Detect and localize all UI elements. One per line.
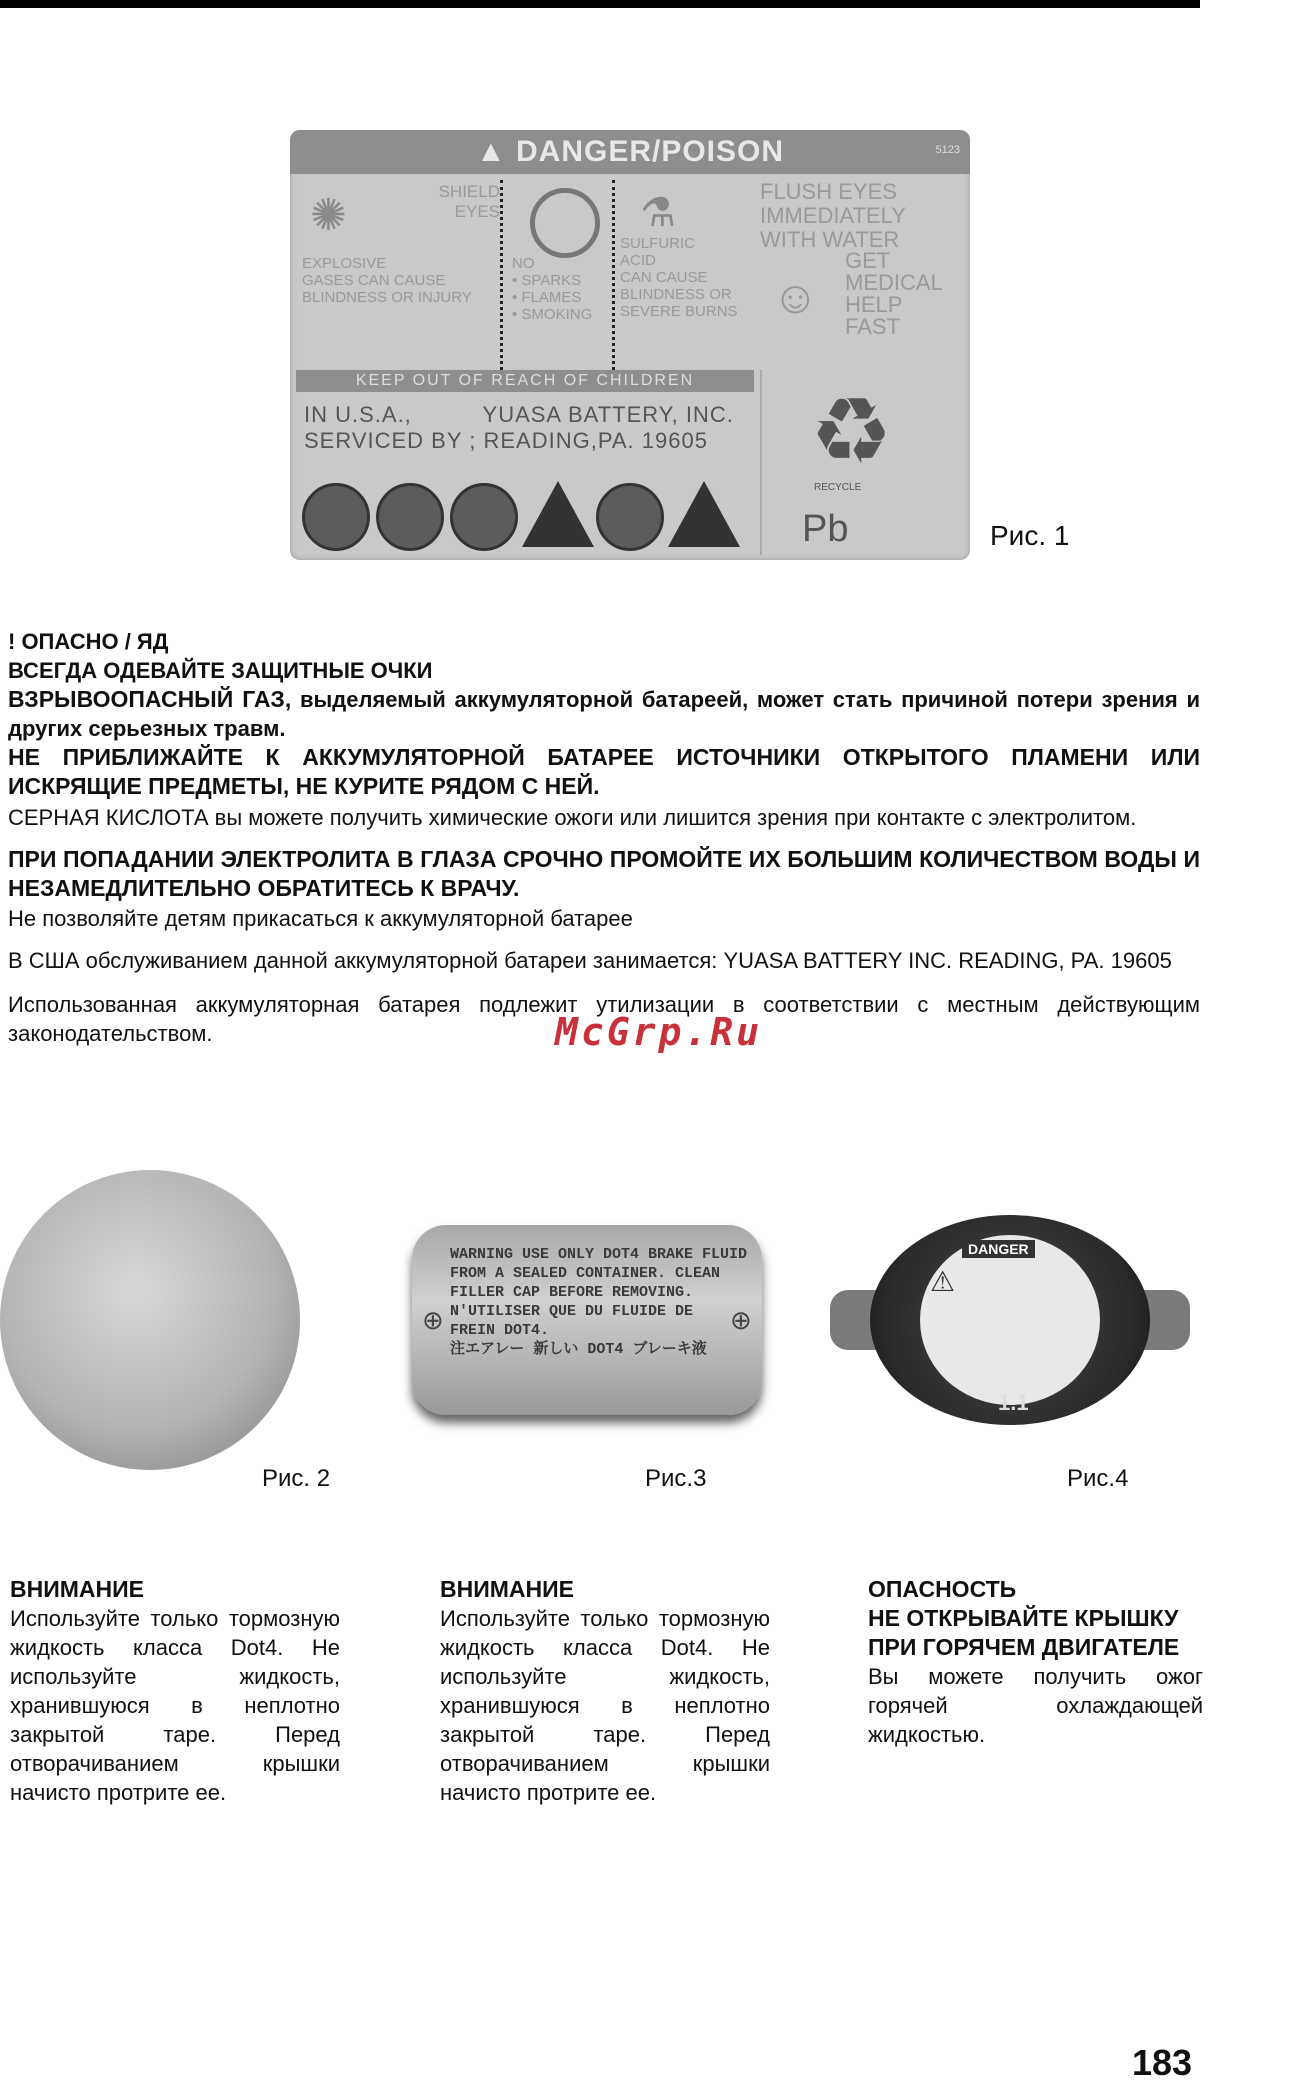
warning-explosive-gas [8,685,1200,743]
eye-wash-icon: ☺ [772,271,819,323]
battery-warning-label [290,130,970,560]
recycle-box [760,370,962,555]
fig1-caption: Рис. 1 [990,520,1070,551]
disposal-text: Использованная аккумуляторная батарея подлежит утилизации в соответствии с местным действующим законодательством. [8,992,1200,1046]
recycle-text: RECYCLE [814,482,862,493]
no-sparks-text: NO • SPARKS • FLAMES • SMOKING [512,255,593,323]
usa-service-text: В США обслуживанием данной аккумуляторной батареи занимается: YUASA BATTERY INC. READING, PA. 19605 [8,948,1172,973]
pictogram-row [296,475,754,555]
watermark: McGrp.Ru [555,1010,763,1054]
keep-out-banner: KEEP OUT OF REACH OF CHILDREN [296,370,754,392]
radiator-cap-photo [830,1215,1190,1425]
reservoir-cap-photo [0,1170,300,1470]
column-heading: ВНИМАНИЕ [10,1576,145,1602]
no-fire-icon [450,483,518,551]
cap-face [920,1235,1100,1405]
explosive-text: EXPLOSIVE GASES CAN CAUSE BLINDNESS OR INJURY [302,255,472,306]
brake-cap-text: WARNING USE ONLY DOT4 BRAKE FLUID FROM A SEALED CONTAINER. CLEAN FILLER CAP BEFORE REMOVING. N'UTILISER QUE DU FLUIDE DE FREIN DOT4. 注エアレー 新しい DOT4 ブレーキ液 [450,1246,748,1358]
label-title: ▲ DANGER/POISON [290,130,970,174]
label-code: 5123 [935,144,960,156]
warning-no-flames: НЕ ПРИБЛИЖАЙТЕ К АККУМУЛЯТОРНОЙ БАТАРЕЕ ИСТОЧНИКИ ОТКРЫТОГО ПЛАМЕНИ ИЛИ ИСКРЯЩИЕ ПРЕДМЕТЫ, НЕ КУРИТЕ РЯДОМ С НЕЙ. [8,744,1200,799]
column-body: Используйте только тормозную жидкость класса Dot4. Не используйте жидкость, хранившуюся в неплотно закрытой таре. Перед отворачиванием крышки начисто протрите ее. [10,1606,340,1805]
cap-danger-text: DANGER [962,1240,1035,1258]
corrosive-icon [522,481,594,547]
medical-help-text: GET MEDICAL HELP FAST [845,248,943,339]
explosion-icon: ✺ [310,191,347,240]
warning-explosive-gas-body: выделяемый аккумуляторной батареей, может стать причиной потери зрения и других серьезных травм. [8,687,1200,741]
fig4-caption: Рис.4 [1067,1465,1129,1492]
flush-eyes-text: FLUSH EYES IMMEDIATELY WITH WATER [760,179,906,252]
explosion-warning-icon [668,481,740,547]
cap-pressure-value: 1.1 [998,1390,1029,1415]
fig2-caption: Рис. 2 [262,1465,331,1492]
lead-symbol: Pb [802,508,849,550]
column-heading: ОПАСНОСТЬ НЕ ОТКРЫВАЙТЕ КРЫШКУ ПРИ ГОРЯЧЕМ ДВИГАТЕЛЕ [868,1576,1180,1660]
column-body: Вы можете получить ожог горячей охлаждающей жидкостью. [868,1664,1203,1747]
manual-icon [596,483,664,551]
manufacturer-text: IN U.S.A., YUASA BATTERY, INC. SERVICED BY ; READING,PA. 19605 [304,402,734,453]
recycle-icon: ♻ [810,381,893,483]
acid-icon: ⚗ [640,191,676,235]
divider [612,180,615,370]
screw-icon: ⊕ [422,1305,444,1335]
fig3-caption: Рис.3 [645,1465,707,1492]
warning-children: Не позволяйте детям прикасаться к аккумуляторной батарее [8,906,633,931]
brake-cap-photo [412,1225,762,1415]
warning-explosive-gas-head: ВЗРЫВООПАСНЫЙ ГАЗ, [8,686,292,712]
no-smoking-icon [530,188,600,258]
warning-eyes-flush: ПРИ ПОПАДАНИИ ЭЛЕКТРОЛИТА В ГЛАЗА СРОЧНО ПРОМОЙТЕ ИХ БОЛЬШИМ КОЛИЧЕСТВОМ ВОДЫ И НЕЗАМЕДЛИТЕЛЬНО ОБРАТИТЕСЬ К ВРАЧУ. [8,846,1200,901]
column-heading: ВНИМАНИЕ [440,1576,575,1602]
column-body: Используйте только тормозную жидкость класса Dot4. Не используйте жидкость, хранившуюся в неплотно закрытой таре. Перед отворачиванием крышки начисто протрите ее. [440,1606,770,1805]
goggles-icon [376,483,444,551]
warning-danger-poison: ! ОПАСНО / ЯД [8,629,169,654]
page-number: 183 [1132,2042,1193,2083]
column-brake-warning-2 [440,1575,770,1807]
top-rule [0,0,1200,8]
warning-goggles: ВСЕГДА ОДЕВАЙТЕ ЗАЩИТНЫЕ ОЧКИ [8,658,433,683]
screw-icon: ⊕ [730,1305,752,1335]
shield-eyes-text: SHIELD EYES [438,182,500,221]
warning-sulfuric-acid: СЕРНАЯ КИСЛОТА вы можете получить химические ожоги или лишится зрения при контакте с электролитом. [8,805,1137,830]
column-radiator-danger [868,1575,1203,1749]
column-brake-warning-1 [10,1575,340,1807]
no-children-icon [302,483,370,551]
warning-triangle-icon: ⚠ [930,1266,956,1297]
sulfuric-acid-text: SULFURIC ACID CAN CAUSE BLINDNESS OR SEVERE BURNS [620,235,738,320]
